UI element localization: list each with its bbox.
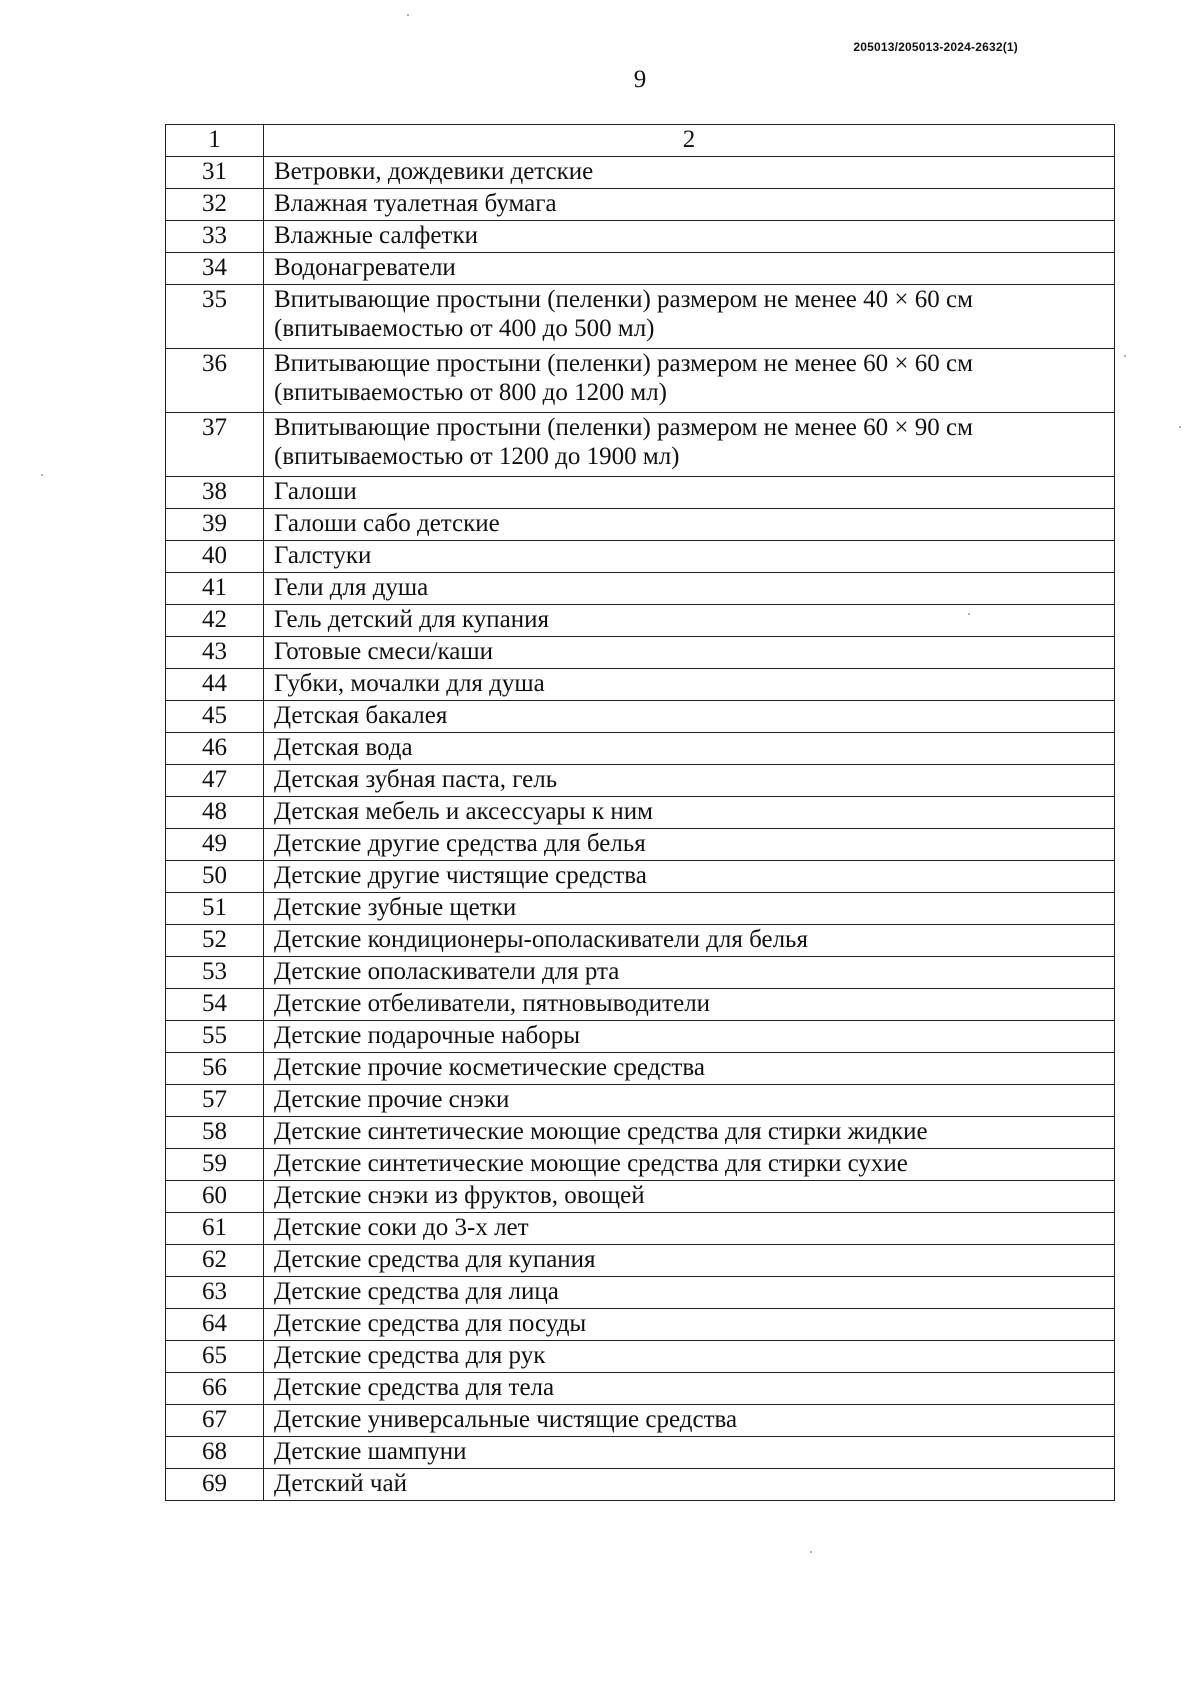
row-number: 47 [166, 765, 264, 797]
table-row [166, 477, 1115, 509]
row-number: 34 [166, 253, 264, 285]
row-description: Детские соки до 3-х лет [264, 1213, 1115, 1245]
row-number: 43 [166, 637, 264, 669]
row-description: Детские средства для купания [264, 1245, 1115, 1277]
scan-speck [41, 474, 43, 476]
row-number: 52 [166, 925, 264, 957]
row-description: Галоши [264, 477, 1115, 509]
row-number: 41 [166, 573, 264, 605]
row-description: Гели для душа [264, 573, 1115, 605]
row-number: 31 [166, 157, 264, 189]
table-row [166, 541, 1115, 573]
row-number: 66 [166, 1373, 264, 1405]
row-number: 59 [166, 1149, 264, 1181]
table-row [166, 861, 1115, 893]
table-row [166, 1213, 1115, 1245]
table-row [166, 957, 1115, 989]
table-row [166, 253, 1115, 285]
row-number: 35 [166, 285, 264, 349]
table-row [166, 413, 1115, 477]
table-row [166, 893, 1115, 925]
row-description: Детские средства для рук [264, 1341, 1115, 1373]
row-description: Детские средства для посуды [264, 1309, 1115, 1341]
row-number: 50 [166, 861, 264, 893]
row-description: Детская вода [264, 733, 1115, 765]
table-row [166, 1373, 1115, 1405]
table-row [166, 669, 1115, 701]
row-number: 37 [166, 413, 264, 477]
table-row [166, 509, 1115, 541]
row-number: 56 [166, 1053, 264, 1085]
row-number: 49 [166, 829, 264, 861]
row-description: Детские синтетические моющие средства для стирки жидкие [264, 1117, 1115, 1149]
table-row [166, 221, 1115, 253]
row-number: 54 [166, 989, 264, 1021]
table-row [166, 1341, 1115, 1373]
row-description: Детские универсальные чистящие средства [264, 1405, 1115, 1437]
table-row [166, 1181, 1115, 1213]
row-description: Детские снэки из фруктов, овощей [264, 1181, 1115, 1213]
table-row [166, 829, 1115, 861]
row-number: 44 [166, 669, 264, 701]
row-description: Водонагреватели [264, 253, 1115, 285]
table-body [166, 157, 1115, 1501]
row-description: Детские средства для лица [264, 1277, 1115, 1309]
row-number: 53 [166, 957, 264, 989]
row-number: 48 [166, 797, 264, 829]
row-description: Галстуки [264, 541, 1115, 573]
scan-speck [810, 1551, 812, 1553]
row-description: Ветровки, дождевики детские [264, 157, 1115, 189]
table-row [166, 573, 1115, 605]
row-number: 65 [166, 1341, 264, 1373]
table-row [166, 1149, 1115, 1181]
row-number: 42 [166, 605, 264, 637]
row-description: Детские синтетические моющие средства для стирки сухие [264, 1149, 1115, 1181]
table-row [166, 189, 1115, 221]
table-row [166, 1309, 1115, 1341]
column-header-number: 1 [166, 125, 264, 157]
table-row [166, 765, 1115, 797]
row-number: 46 [166, 733, 264, 765]
table-header-row [166, 125, 1115, 157]
row-description: Детские отбеливатели, пятновыводители [264, 989, 1115, 1021]
goods-table [165, 124, 1115, 1501]
row-description: Впитывающие простыни (пеленки) размером не менее 60 × 60 см (впитываемостью от 800 до 1200 мл) [264, 349, 1115, 413]
row-number: 58 [166, 1117, 264, 1149]
row-description: Детские прочие снэки [264, 1085, 1115, 1117]
row-description: Влажные салфетки [264, 221, 1115, 253]
row-description: Детская зубная паста, гель [264, 765, 1115, 797]
table-row [166, 1245, 1115, 1277]
page-number: 9 [633, 66, 647, 93]
row-description: Впитывающие простыни (пеленки) размером не менее 60 × 90 см (впитываемостью от 1200 до 1900 мл) [264, 413, 1115, 477]
table-row [166, 637, 1115, 669]
row-number: 51 [166, 893, 264, 925]
row-description: Детская мебель и аксессуары к ним [264, 797, 1115, 829]
row-description: Губки, мочалки для душа [264, 669, 1115, 701]
scan-speck [1179, 426, 1181, 428]
table-row [166, 701, 1115, 733]
scan-speck [407, 14, 409, 16]
table-row [166, 1117, 1115, 1149]
row-description: Детские ополаскиватели для рта [264, 957, 1115, 989]
row-description: Детские зубные щетки [264, 893, 1115, 925]
row-description: Детские средства для тела [264, 1373, 1115, 1405]
row-number: 69 [166, 1469, 264, 1501]
table-row [166, 285, 1115, 349]
row-number: 32 [166, 189, 264, 221]
table-row [166, 1021, 1115, 1053]
row-description: Гель детский для купания [264, 605, 1115, 637]
table-row [166, 349, 1115, 413]
row-number: 57 [166, 1085, 264, 1117]
table-row [166, 1085, 1115, 1117]
row-description: Готовые смеси/каши [264, 637, 1115, 669]
row-number: 33 [166, 221, 264, 253]
row-number: 40 [166, 541, 264, 573]
table-row [166, 1277, 1115, 1309]
row-description: Детская бакалея [264, 701, 1115, 733]
row-number: 39 [166, 509, 264, 541]
row-description: Влажная туалетная бумага [264, 189, 1115, 221]
table-row [166, 733, 1115, 765]
row-description: Галоши сабо детские [264, 509, 1115, 541]
row-number: 67 [166, 1405, 264, 1437]
row-number: 38 [166, 477, 264, 509]
table-row [166, 989, 1115, 1021]
row-number: 64 [166, 1309, 264, 1341]
document-id: 205013/205013-2024-2632(1) [853, 40, 1018, 54]
column-header-description: 2 [264, 125, 1115, 157]
table-row [166, 925, 1115, 957]
row-number: 55 [166, 1021, 264, 1053]
row-number: 61 [166, 1213, 264, 1245]
scan-speck [968, 613, 970, 615]
scan-speck [1124, 355, 1126, 357]
table-row [166, 1469, 1115, 1501]
row-number: 62 [166, 1245, 264, 1277]
table-row [166, 1405, 1115, 1437]
row-description: Детские другие средства для белья [264, 829, 1115, 861]
row-number: 63 [166, 1277, 264, 1309]
table-row [166, 157, 1115, 189]
table-row [166, 797, 1115, 829]
row-number: 60 [166, 1181, 264, 1213]
table-row [166, 605, 1115, 637]
table-row [166, 1437, 1115, 1469]
row-number: 45 [166, 701, 264, 733]
row-description: Детские прочие косметические средства [264, 1053, 1115, 1085]
row-description: Детские подарочные наборы [264, 1021, 1115, 1053]
row-description: Детские другие чистящие средства [264, 861, 1115, 893]
row-description: Детский чай [264, 1469, 1115, 1501]
row-description: Впитывающие простыни (пеленки) размером не менее 40 × 60 см (впитываемостью от 400 до 500 мл) [264, 285, 1115, 349]
row-number: 68 [166, 1437, 264, 1469]
table-row [166, 1053, 1115, 1085]
row-number: 36 [166, 349, 264, 413]
row-description: Детские кондиционеры-ополаскиватели для белья [264, 925, 1115, 957]
row-description: Детские шампуни [264, 1437, 1115, 1469]
